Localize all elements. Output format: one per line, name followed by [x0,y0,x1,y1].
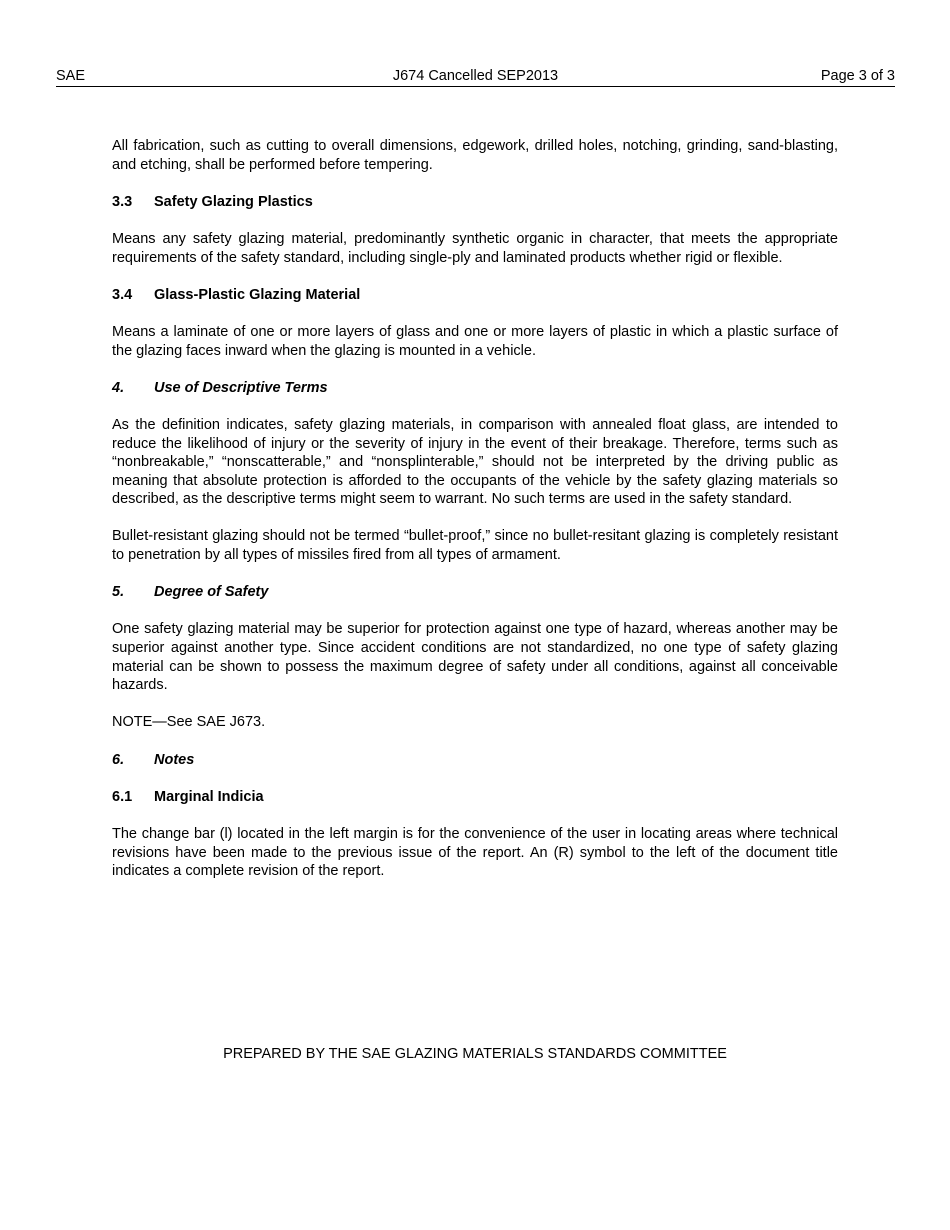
section-heading-3-4 [112,286,838,305]
section-number: 4. [112,379,125,396]
header-page-number: Page 3 of 3 [820,68,895,84]
paragraph-fabrication: All fabrication, such as cutting to overall dimensions, edgework, drilled holes, notching, grinding, sand-blasting, and etching, shall be performed before tempering. [112,138,838,173]
section-heading-4 [112,379,838,398]
section-title: Marginal Indicia [154,788,264,805]
section-number: 5. [112,584,125,601]
section-heading-6-1 [112,788,838,807]
section-title: Notes [154,751,195,768]
paragraph-6-1: The change bar (l) located in the left margin is for the convenience of the user in locating areas where technical revisions have been made to the previous issue of the report. An (R) symbol to the left of the document title indicates a complete revision of the report. [112,825,838,880]
section-heading-6 [112,751,838,770]
paragraph-5: One safety glazing material may be superior for protection against one type of hazard, whereas another may be superior against another type. Since accident conditions are not standardized, no one type of safety glazing material can be shown to possess the maximum degree of safety under all conditions, against all conceivable hazards. [112,621,838,694]
header-doc-id: J674 Cancelled SEP2013 [392,68,559,84]
paragraph-4b: Bullet-resistant glazing should not be termed “bullet-proof,” since no bullet-resitant glazing is completely resistant to penetration by all types of missiles fired from all types of armament. [112,528,838,564]
section-number: 6.1 [112,788,133,805]
page-header [56,66,895,87]
paragraph-4a: As the definition indicates, safety glazing materials, in comparison with annealed float glass, are intended to reduce the likelihood of injury or the severity of injury in the event of their breakage. Therefore, terms such as “nonbreakable,” “nonscatterable,” and “nonsplinterable,” should not be interpreted by the driving public as meaning that absolute protection is afforded to the occupants of the vehicle by the safety glazing materials so described, as the descriptive terms might seem to warrant. No such terms are used in the safety standard. [112,416,838,508]
section-number: 6. [112,751,125,768]
section-title: Safety Glazing Plastics [154,193,313,210]
document-body [112,137,838,899]
section-number: 3.4 [112,286,133,303]
section-title: Glass-Plastic Glazing Material [154,286,361,303]
section-heading-5 [112,583,838,602]
section-title: Degree of Safety [154,584,269,601]
section-number: 3.3 [112,193,133,210]
section-title: Use of Descriptive Terms [154,379,328,396]
prepared-by-footer: PREPARED BY THE SAE GLAZING MATERIALS STANDARDS COMMITTEE [223,1046,727,1062]
paragraph-3-4: Means a laminate of one or more layers of glass and one or more layers of plastic in which a plastic surface of the glazing faces inward when the glazing is mounted in a vehicle. [112,323,838,359]
section-heading-3-3 [112,193,838,212]
note: NOTE—See SAE J673. [112,714,266,731]
header-org: SAE [56,68,86,84]
paragraph-3-3: Means any safety glazing material, predominantly synthetic organic in character, that meets the appropriate requirements of the safety standard, including single-ply and laminated products whether rigid or flexible. [112,230,838,266]
